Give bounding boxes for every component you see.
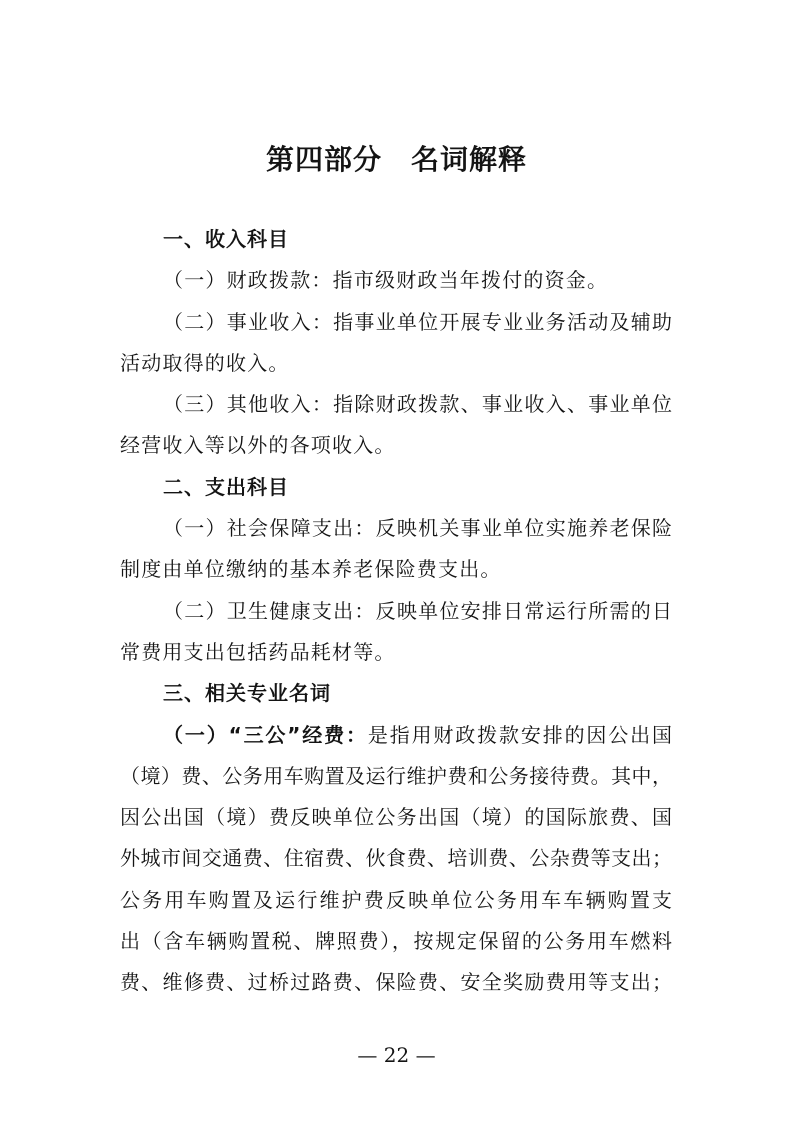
paragraph-text: 是指用财政拨款安排的因公出国 [367, 722, 672, 747]
page-title: 第四部分 名词解释 [265, 143, 527, 176]
paragraph-line: 外城市间交通费、住宿费、伙食费、培训费、公杂费等支出； [120, 846, 672, 871]
paragraph-line [120, 715, 672, 756]
paragraph-line: 出（含车辆购置税、牌照费），按规定保留的公务用车燃料 [120, 929, 672, 954]
paragraph-line: （二）卫生健康支出：反映单位安排日常运行所需的日 [163, 598, 672, 623]
paragraph-line: 经营收入等以外的各项收入。 [120, 433, 396, 458]
paragraph-line: （一）社会保障支出：反映机关事业单位实施养老保险 [163, 516, 672, 541]
page-number: — 22 — [357, 1043, 436, 1067]
section-heading-terms: 三、相关专业名词 [163, 681, 331, 706]
paragraph-line: 制度由单位缴纳的基本养老保险费支出。 [120, 557, 502, 582]
paragraph-line: 因公出国（境）费反映单位公务出国（境）的国际旅费、国 [120, 805, 672, 830]
paragraph-line: （二）事业收入：指事业单位开展专业业务活动及辅助 [163, 309, 672, 334]
paragraph-line: （一）财政拨款：指市级财政当年拨付的资金。 [163, 268, 609, 293]
paragraph-line: （境）费、公务用车购置及运行维护费和公务接待费。其中， [120, 763, 672, 788]
paragraph-line: （三）其他收入：指除财政拨款、事业收入、事业单位 [163, 392, 672, 417]
document-body [120, 219, 672, 1004]
paragraph-line: 活动取得的收入。 [120, 350, 290, 375]
paragraph-line: 常费用支出包括药品耗材等。 [120, 639, 396, 664]
section-heading-income: 一、收入科目 [163, 227, 289, 251]
paragraph-line: 公务用车购置及运行维护费反映单位公务用车车辆购置支 [120, 887, 672, 912]
paragraph-line: 费、维修费、过桥过路费、保险费、安全奖励费用等支出； [120, 970, 672, 995]
section-heading-expenditure: 二、支出科目 [163, 474, 289, 499]
term-lead: （一）“三公”经费： [163, 722, 368, 747]
